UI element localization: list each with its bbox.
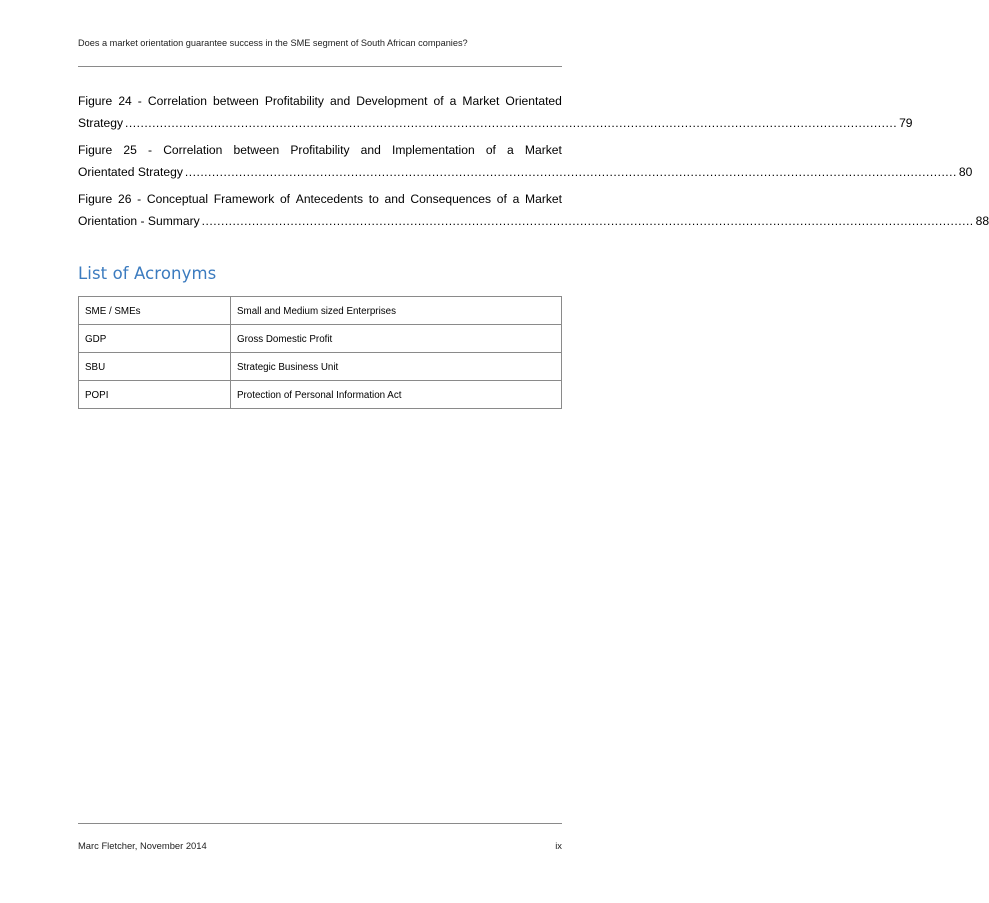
acronym-cell: POPI [79,381,231,409]
toc-entry-title-line [78,90,562,112]
toc-entry[interactable] [78,188,989,232]
toc-title-word: and [384,192,405,206]
toc-title-word: Market [462,94,500,108]
toc-title-word: Consequences [410,192,492,206]
toc-title-word: a [512,192,520,206]
acronym-meaning-cell: Gross Domestic Profit [231,325,562,353]
toc-title-word: Framework [213,192,275,206]
footer-author-date: Marc Fletcher, November 2014 [78,840,207,851]
table-row [79,325,562,353]
toc-title-word: - [148,143,153,157]
header-rule [78,66,562,67]
toc-title-word: Implementation [391,143,475,157]
toc-dot-leader: ........................................................................................................................................................................................................ [184,165,957,179]
toc-title-word: Profitability [264,94,324,108]
toc-title-word: to [368,192,379,206]
toc-title-word: Antecedents [295,192,363,206]
toc-title-word: Profitability [290,143,350,157]
section-title-list-of-acronyms: List of Acronyms [78,264,217,283]
toc-title-word: 26 [117,192,132,206]
acronym-meaning-cell: Small and Medium sized Enterprises [231,297,562,325]
acronym-meaning-cell: Protection of Personal Information Act [231,381,562,409]
toc-page-number: 80 [958,165,973,179]
toc-title-word: Correlation [147,94,208,108]
toc-title-word: Figure [78,143,113,157]
acronyms-table [78,296,562,409]
toc-title-word: Figure [78,192,113,206]
toc-title-continuation: Orientation - Summary [78,214,200,228]
toc-title-word: a [449,94,457,108]
toc-entry-title-line [78,188,562,210]
toc-title-word: of [496,192,507,206]
footer-page-number: ix [555,840,562,851]
toc-title-continuation: Strategy [78,116,124,130]
list-of-figures-continued [78,90,989,237]
toc-title-word: between [233,143,280,157]
table-row [79,297,562,325]
toc-dot-leader: ........................................................................................................................................................................................................ [125,116,898,130]
toc-title-word: of [279,192,291,206]
toc-title-word: Conceptual [146,192,209,206]
toc-title-word: Correlation [163,143,223,157]
toc-title-word: - [137,192,142,206]
toc-title-word: a [507,143,514,157]
toc-entry[interactable] [78,139,973,183]
toc-dot-leader: ........................................................................................................................................................................................................ [201,214,974,228]
footer-rule [78,823,562,824]
running-header: Does a market orientation guarantee success in the SME segment of South African companies? [78,38,468,48]
toc-title-word: of [433,94,444,108]
toc-title-word: Market [525,192,562,206]
toc-page-number: 79 [899,116,913,130]
toc-entry-title-line [78,139,562,161]
toc-title-word: between [213,94,259,108]
toc-entry-continuation-line [78,112,913,134]
table-row [79,353,562,381]
table-row [79,381,562,409]
acronym-cell: SBU [79,353,231,381]
toc-entry[interactable] [78,90,913,134]
acronym-cell: GDP [79,325,231,353]
toc-title-word: - [137,94,142,108]
toc-title-word: 25 [123,143,137,157]
toc-title-word: Development [356,94,428,108]
acronym-meaning-cell: Strategic Business Unit [231,353,562,381]
toc-title-word: Orientated [505,94,562,108]
toc-title-word: Figure [78,94,113,108]
toc-title-word: of [485,143,496,157]
toc-entry-continuation-line [78,210,989,232]
toc-page-number: 88 [975,214,989,228]
toc-title-word: 24 [118,94,132,108]
toc-title-word: and [360,143,381,157]
acronym-cell: SME / SMEs [79,297,231,325]
toc-title-continuation: Orientated Strategy [78,165,183,179]
toc-title-word: and [330,94,351,108]
toc-entry-continuation-line [78,161,973,183]
toc-title-word: Market [524,143,562,157]
